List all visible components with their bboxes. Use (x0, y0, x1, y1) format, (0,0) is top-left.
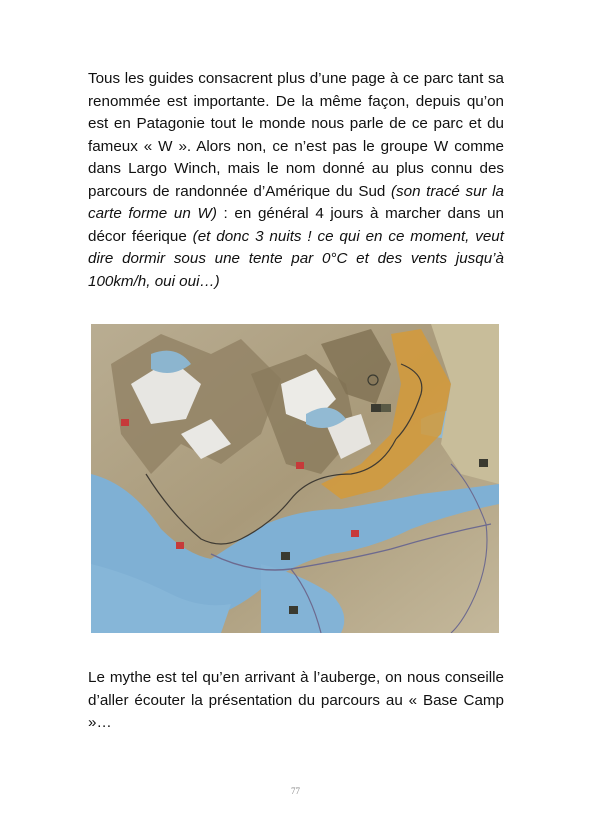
campsite-icon (371, 404, 381, 412)
base-camp-paragraph: Le mythe est tel qu’en arrivant à l’auberge, on nous conseille d’aller écouter la présentation du parcours au « Base Camp »… (88, 669, 504, 731)
camp-icon (176, 542, 184, 549)
hotel-icon (351, 530, 359, 537)
intro-text-aside-nights: (et donc 3 nuits ! ce qui en ce moment, veut dire dormir sous une tente par 0°C et des vents jusqu’à 100km/h, oui oui…) (88, 227, 504, 290)
intro-paragraph (88, 68, 504, 293)
intro-text-aside-w-shape: (son tracé sur la carte forme un W) (88, 182, 505, 222)
page-number: 77 (291, 786, 300, 796)
ranger-icon (281, 552, 290, 560)
intro-text-part-1: Tous les guides consacrent plus d’une page à ce parc tant sa renommée est importante. De la même façon, depuis qu’on est en Patagonie tout le monde nous parle de ce parc et du fameux « W ». Alors non, ce n’est pas le groupe W comme dans Largo Winch, mais le nom donné au plus connu des parcours de randonnée d’Amérique du Sud (88, 70, 504, 200)
shelter-icon (381, 404, 391, 412)
refuge-icon (296, 462, 304, 469)
info-icon (289, 606, 298, 614)
park-map-photo (91, 324, 499, 633)
hut-icon (121, 419, 129, 426)
map-illustration (91, 324, 499, 633)
intro-text-part-2: : en général 4 jours à marcher dans un décor féerique (88, 205, 504, 245)
entrance-icon (479, 459, 488, 467)
